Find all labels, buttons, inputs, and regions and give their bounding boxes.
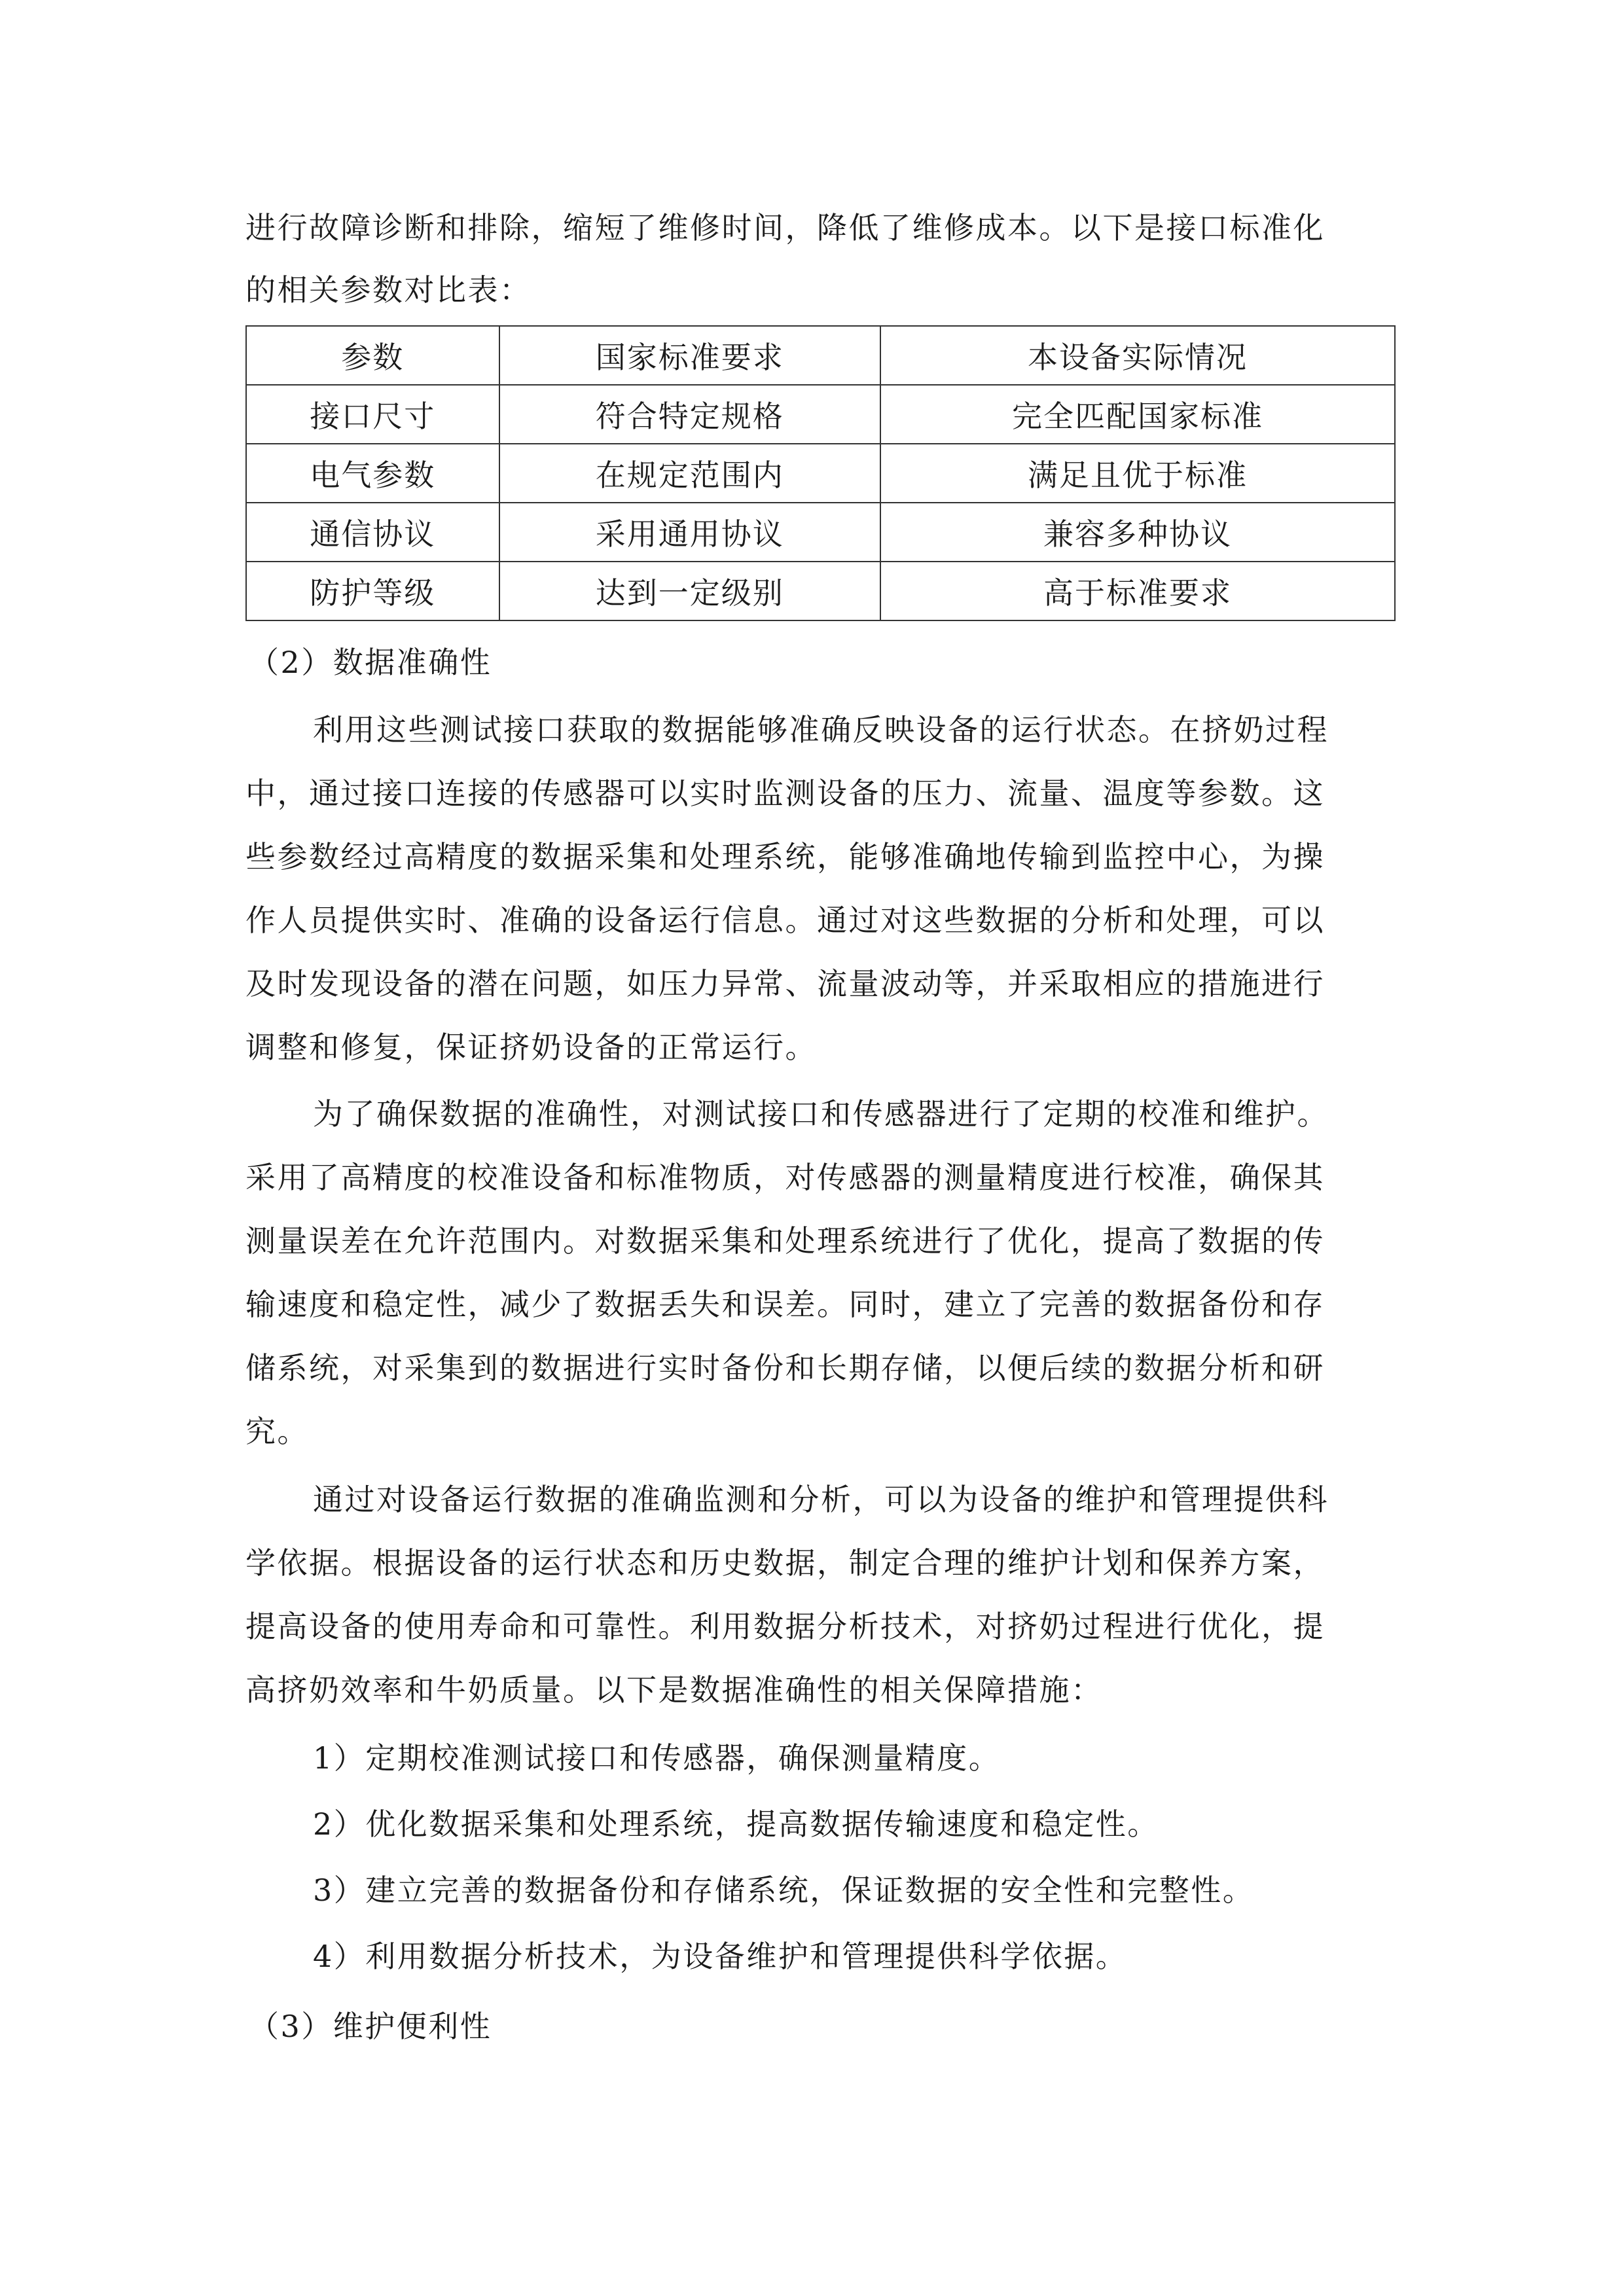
paragraph-1-line: 中，通过接口连接的传感器可以实时监测设备的压力、流量、温度等参数。这 bbox=[245, 776, 1325, 811]
paragraph-3-line: 通过对设备运行数据的准确监测和分析，可以为设备的维护和管理提供科 bbox=[313, 1482, 1329, 1517]
intro-line-2: 的相关参数对比表： bbox=[245, 272, 532, 308]
paragraph-1-line: 调整和修复，保证挤奶设备的正常运行。 bbox=[245, 1030, 817, 1065]
paragraph-3-line: 提高设备的使用寿命和可靠性。利用数据分析技术，对挤奶过程进行优化，提 bbox=[245, 1609, 1325, 1644]
table-cell: 达到一定级别 bbox=[499, 562, 880, 620]
intro-line-1: 进行故障诊断和排除，缩短了维修时间，降低了维修成本。以下是接口标准化 bbox=[245, 210, 1325, 245]
paragraph-2-line: 储系统，对采集到的数据进行实时备份和长期存储，以便后续的数据分析和研 bbox=[245, 1350, 1325, 1386]
comparison-table bbox=[245, 325, 1396, 621]
table-cell: 防护等级 bbox=[246, 562, 499, 620]
table-cell: 电气参数 bbox=[246, 444, 499, 503]
table-cell: 采用通用协议 bbox=[499, 503, 880, 562]
table-cell: 在规定范围内 bbox=[499, 444, 880, 503]
paragraph-2-line: 采用了高精度的校准设备和标准物质，对传感器的测量精度进行校准，确保其 bbox=[245, 1160, 1325, 1195]
paragraph-1-line: 及时发现设备的潜在问题，如压力异常、流量波动等，并采取相应的措施进行 bbox=[245, 966, 1325, 1001]
measure-list-item: 2）优化数据采集和处理系统，提高数据传输速度和稳定性。 bbox=[313, 1806, 1159, 1842]
section-2-heading: （2）数据准确性 bbox=[249, 645, 492, 680]
paragraph-2-line: 究。 bbox=[245, 1414, 309, 1449]
paragraph-3-line: 高挤奶效率和牛奶质量。以下是数据准确性的相关保障措施： bbox=[245, 1672, 1103, 1708]
paragraph-1-line: 些参数经过高精度的数据采集和处理系统，能够准确地传输到监控中心，为操 bbox=[245, 839, 1325, 874]
paragraph-1-line: 作人员提供实时、准确的设备运行信息。通过对这些数据的分析和处理，可以 bbox=[245, 903, 1325, 938]
section-3-heading: （3）维护便利性 bbox=[249, 2009, 492, 2044]
measure-list-item: 3）建立完善的数据备份和存储系统，保证数据的安全性和完整性。 bbox=[313, 1873, 1255, 1908]
table-cell: 通信协议 bbox=[246, 503, 499, 562]
measure-list-item: 1）定期校准测试接口和传感器，确保测量精度。 bbox=[313, 1740, 1001, 1776]
paragraph-3-line: 学依据。根据设备的运行状态和历史数据，制定合理的维护计划和保养方案， bbox=[245, 1545, 1325, 1581]
measure-list-item: 4）利用数据分析技术，为设备维护和管理提供科学依据。 bbox=[313, 1939, 1128, 1974]
table-row bbox=[246, 503, 1395, 562]
paragraph-2-line: 为了确保数据的准确性，对测试接口和传感器进行了定期的校准和维护。 bbox=[313, 1096, 1329, 1132]
table-row bbox=[246, 444, 1395, 503]
paragraph-2-line: 输速度和稳定性，减少了数据丢失和误差。同时，建立了完善的数据备份和存 bbox=[245, 1287, 1325, 1322]
table-cell: 符合特定规格 bbox=[499, 385, 880, 444]
table-header-cell: 参数 bbox=[246, 326, 499, 385]
paragraph-2-line: 测量误差在允许范围内。对数据采集和处理系统进行了优化，提高了数据的传 bbox=[245, 1223, 1325, 1259]
table-row bbox=[246, 562, 1395, 620]
table-cell: 完全匹配国家标准 bbox=[880, 385, 1395, 444]
table-header-cell: 本设备实际情况 bbox=[880, 326, 1395, 385]
table-cell: 满足且优于标准 bbox=[880, 444, 1395, 503]
table-cell: 接口尺寸 bbox=[246, 385, 499, 444]
paragraph-1-line: 利用这些测试接口获取的数据能够准确反映设备的运行状态。在挤奶过程 bbox=[313, 712, 1329, 747]
table-row bbox=[246, 385, 1395, 444]
table-cell: 高于标准要求 bbox=[880, 562, 1395, 620]
table-header-row bbox=[246, 326, 1395, 385]
table-cell: 兼容多种协议 bbox=[880, 503, 1395, 562]
table-header-cell: 国家标准要求 bbox=[499, 326, 880, 385]
